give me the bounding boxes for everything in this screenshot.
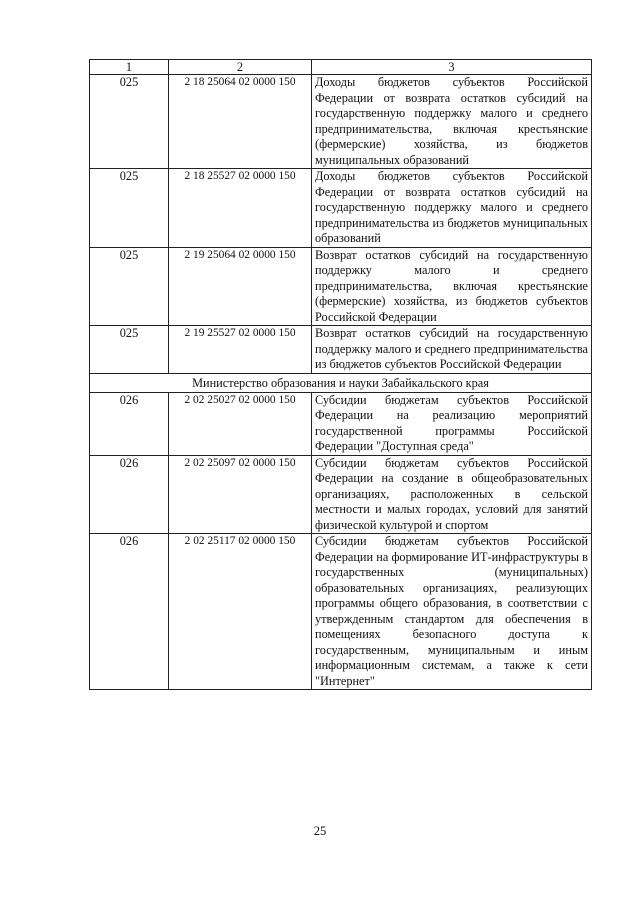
admin-code: 025 bbox=[90, 247, 169, 326]
ministry-section-title: Министерство образования и науки Забайкальского края bbox=[90, 373, 592, 392]
admin-code: 025 bbox=[90, 169, 169, 248]
admin-code: 026 bbox=[90, 534, 169, 690]
section-header-row bbox=[90, 373, 592, 392]
revenue-description: Доходы бюджетов субъектов Российской Федерации от возврата остатков субсидий на государственную поддержку малого и среднего предпринимательства из бюджетов муниципальных образований bbox=[312, 169, 592, 248]
page-number: 25 bbox=[313, 824, 327, 838]
budget-class-code: 2 02 25117 02 0000 150 bbox=[169, 534, 312, 690]
budget-class-code: 2 18 25527 02 0000 150 bbox=[169, 169, 312, 248]
table-row bbox=[90, 247, 592, 326]
table-header-row bbox=[90, 60, 592, 75]
budget-class-code: 2 18 25064 02 0000 150 bbox=[169, 75, 312, 169]
table-row bbox=[90, 75, 592, 169]
budget-class-code: 2 19 25527 02 0000 150 bbox=[169, 326, 312, 374]
budget-class-code: 2 02 25097 02 0000 150 bbox=[169, 455, 312, 534]
column-header-1: 1 bbox=[90, 60, 169, 75]
column-header-2: 2 bbox=[169, 60, 312, 75]
revenue-description: Субсидии бюджетам субъектов Российской Федерации на реализацию мероприятий государственной программы Российской Федерации "Доступная среда" bbox=[312, 392, 592, 455]
revenue-description: Возврат остатков субсидий на государственную поддержку малого и среднего предпринимательства из бюджетов субъектов Российской Федерации bbox=[312, 326, 592, 374]
table-row bbox=[90, 455, 592, 534]
revenue-description: Возврат остатков субсидий на государственную поддержку малого и среднего предпринимательства, включая крестьянские (фермерские) хозяйства, из бюджетов субъектов Российской Федерации bbox=[312, 247, 592, 326]
admin-code: 025 bbox=[90, 326, 169, 374]
table-row bbox=[90, 534, 592, 690]
revenue-description: Субсидии бюджетам субъектов Российской Федерации на создание в общеобразовательных организациях, расположенных в сельской местности и малых городах, условий для занятий физической культурой и спортом bbox=[312, 455, 592, 534]
admin-code: 025 bbox=[90, 75, 169, 169]
revenue-codes-table bbox=[89, 59, 592, 690]
admin-code: 026 bbox=[90, 455, 169, 534]
revenue-description: Доходы бюджетов субъектов Российской Федерации от возврата остатков субсидий на государственную поддержку малого и среднего предпринимательства, включая крестьянские (фермерские) хозяйства, из бюджетов муниципальных образований bbox=[312, 75, 592, 169]
revenue-description: Субсидии бюджетам субъектов Российской Федерации на формирование ИТ-инфраструктуры в государственных (муниципальных) образовательных организациях, реализующих программы общего образования, в соответствии с утвержденным стандартом для обеспечения в помещениях безопасного доступа к государственным, муниципальным и иным информационным системам, а также к сети "Интернет" bbox=[312, 534, 592, 690]
table-row bbox=[90, 326, 592, 374]
admin-code: 026 bbox=[90, 392, 169, 455]
budget-class-code: 2 02 25027 02 0000 150 bbox=[169, 392, 312, 455]
column-header-3: 3 bbox=[312, 60, 592, 75]
budget-class-code: 2 19 25064 02 0000 150 bbox=[169, 247, 312, 326]
table-row bbox=[90, 392, 592, 455]
table-row bbox=[90, 169, 592, 248]
